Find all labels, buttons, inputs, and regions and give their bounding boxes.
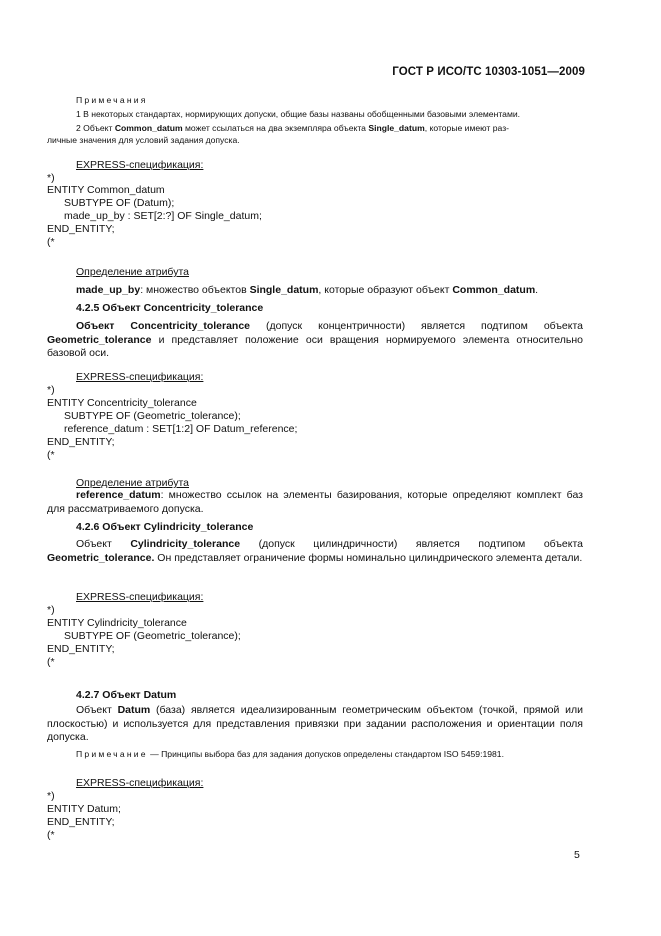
code-1-line-3: made_up_by : SET[2:?] OF Single_datum;: [64, 210, 262, 222]
code-close-3: (*: [47, 656, 55, 668]
notes-title: Примечания: [76, 95, 148, 105]
attr-1-text-e: .: [535, 284, 539, 296]
note-1: 1 В некоторых стандартах, нормирующих допуски, общие базы названы обобщенными базовыми элементами.: [76, 109, 521, 119]
sec427-note-label: Примечание: [76, 749, 148, 759]
section-4-2-5-paragraph: [47, 320, 583, 361]
section-4-2-6-paragraph: [47, 538, 583, 565]
sec426-text-a: Объект: [76, 538, 131, 550]
code-4-line-1: ENTITY Datum;: [47, 803, 121, 815]
note-2-continuation: личные значения для условий задания допуска.: [47, 135, 240, 145]
attr-1-definition: [76, 284, 538, 297]
section-4-2-5-heading: 4.2.5 Объект Concentricity_tolerance: [76, 302, 264, 314]
attr-1-name: made_up_by: [76, 284, 141, 296]
section-4-2-7-paragraph: [47, 704, 583, 745]
express-label-2: EXPRESS-спецификация:: [76, 371, 204, 383]
code-3-line-3: END_ENTITY;: [47, 643, 115, 655]
document-header: ГОСТ Р ИСО/ТС 10303-1051—2009: [392, 66, 585, 78]
code-1-line-1: ENTITY Common_datum: [47, 184, 165, 196]
attr-heading-1: Определение атрибута: [76, 266, 189, 278]
express-label-1: EXPRESS-спецификация:: [76, 159, 204, 171]
code-close-2: (*: [47, 449, 55, 461]
note-2-part-c: может ссылаться на два экземпляра объекта: [182, 123, 369, 133]
code-1-line-2: SUBTYPE OF (Datum);: [64, 197, 175, 209]
code-close-1: (*: [47, 236, 55, 248]
code-1-line-4: END_ENTITY;: [47, 223, 115, 235]
code-2-line-3: reference_datum : SET[1:2] OF Datum_reference;: [64, 423, 298, 435]
note-2-single-datum: Single_datum: [368, 123, 425, 133]
code-close-4: (*: [47, 829, 55, 841]
sec425-geometric-tolerance: Geometric_tolerance: [47, 333, 152, 346]
note-2-common-datum: Common_datum: [114, 123, 183, 133]
code-open-1: *): [47, 172, 55, 184]
code-3-line-2: SUBTYPE OF (Geometric_tolerance);: [64, 630, 241, 642]
code-4-line-2: END_ENTITY;: [47, 816, 115, 828]
attr-1-text-a: : множество объектов: [140, 284, 250, 296]
code-2-line-4: END_ENTITY;: [47, 436, 115, 448]
code-2-line-1: ENTITY Concentricity_tolerance: [47, 397, 197, 409]
note-2-part-a: 2 Объект: [76, 123, 115, 133]
sec426-text-e: Он представляет ограничение формы номинально цилиндрического элемента детали.: [154, 551, 583, 564]
sec425-text-b: (допуск концентричности) является подтипом объекта: [250, 320, 583, 332]
code-3-line-1: ENTITY Cylindricity_tolerance: [47, 617, 187, 629]
note-2: [76, 123, 509, 134]
code-open-2: *): [47, 384, 55, 396]
sec426-geometric-tolerance: Geometric_tolerance.: [47, 551, 155, 564]
attr-2-definition: [47, 489, 583, 516]
code-2-line-2: SUBTYPE OF (Geometric_tolerance);: [64, 410, 241, 422]
express-label-4: EXPRESS-спецификация:: [76, 777, 204, 789]
sec426-text-c: (допуск цилиндричности) является подтипом объекта: [240, 538, 583, 550]
attr-heading-2: Определение атрибута: [76, 477, 189, 489]
sec426-object-name: Cylindricity_tolerance: [130, 538, 241, 550]
attr-2-name: reference_datum: [76, 489, 161, 501]
section-4-2-6-heading: 4.2.6 Объект Cylindricity_tolerance: [76, 521, 254, 533]
sec427-note: [76, 749, 504, 760]
attr-1-single-datum: Single_datum: [249, 284, 319, 296]
code-open-4: *): [47, 790, 55, 802]
attr-2-text: : множество ссылок на элементы базирования, которые определяют комплект баз для рассматриваемого допуска.: [47, 489, 583, 515]
attr-1-common-datum: Common_datum: [452, 284, 536, 296]
sec427-text-c: (база) является идеализированным геометрическим объектом (точкой, прямой или плоскостью) и используется для представления привязки при задании расположения и ориентации поля допуска.: [47, 704, 583, 743]
sec425-object-name: Объект Concentricity_tolerance: [76, 320, 251, 332]
note-2-part-e: , которые имеют раз-: [424, 123, 510, 133]
code-open-3: *): [47, 604, 55, 616]
sec427-note-text: — Принципы выбора баз для задания допусков определены стандартом ISO 5459:1981.: [147, 749, 504, 759]
sec425-text-d: и представляет положение оси вращения нормируемого элемента относительно базовой оси.: [47, 333, 583, 359]
attr-1-text-c: , которые образуют объект: [318, 284, 453, 296]
page-number: 5: [574, 849, 580, 861]
sec427-object-name: Datum: [117, 704, 151, 716]
section-4-2-7-heading: 4.2.7 Объект Datum: [76, 689, 177, 701]
express-label-3: EXPRESS-спецификация:: [76, 591, 204, 603]
sec427-text-a: Объект: [76, 704, 118, 716]
